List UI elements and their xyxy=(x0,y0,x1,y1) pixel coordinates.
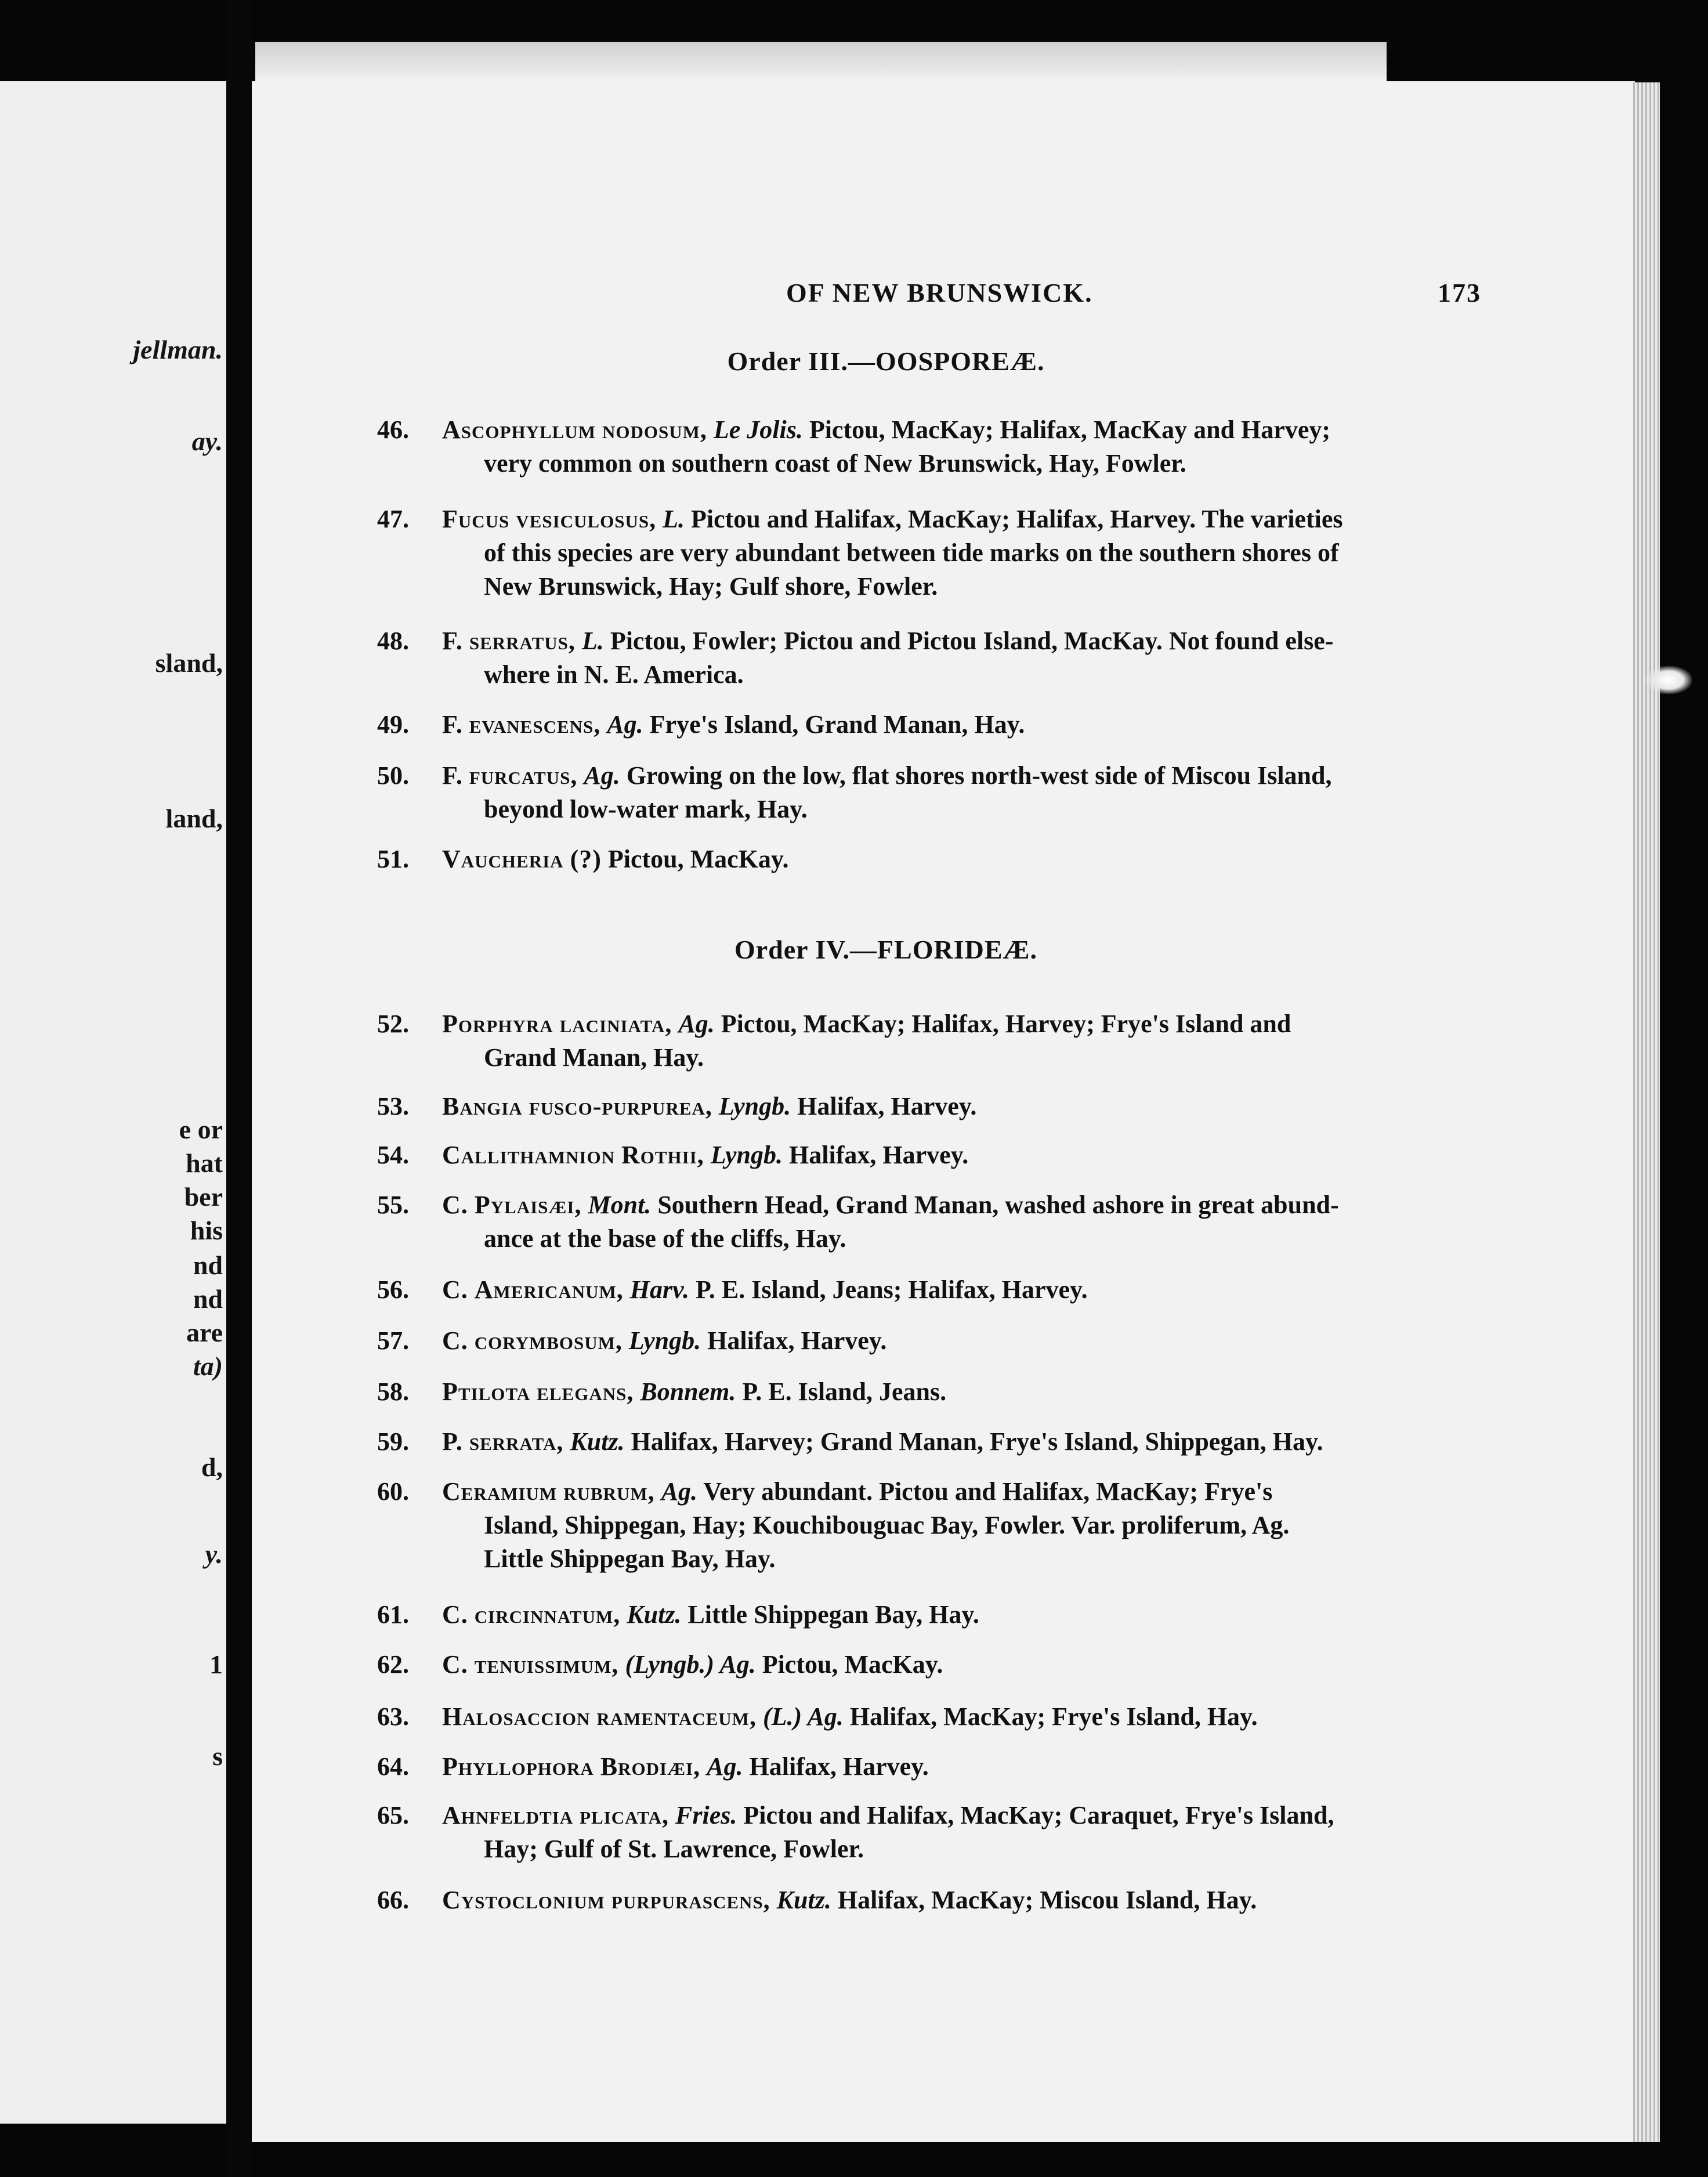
species-epithet: Brodiæi, xyxy=(600,1752,701,1781)
species-epithet: purpurascens, xyxy=(611,1886,770,1914)
genus-name: C. xyxy=(442,1600,468,1629)
entry-body xyxy=(442,1090,1485,1123)
entry-body xyxy=(442,759,1485,826)
left-page-fragment: are xyxy=(186,1318,223,1347)
entry-continuation-line: Little Shippegan Bay, Hay. xyxy=(484,1545,776,1573)
species-epithet: furcatus, xyxy=(469,761,578,790)
entry-number: 53. xyxy=(377,1092,409,1120)
species-authority: Lyngb. xyxy=(718,1092,791,1120)
species-entry xyxy=(377,759,1485,826)
entry-locality-text: Little Shippegan Bay, Hay. xyxy=(687,1600,979,1629)
left-page-fragment: nd xyxy=(193,1284,223,1314)
species-epithet: serratus, xyxy=(469,627,576,655)
entry-continuation-line: very common on southern coast of New Brunswick, Hay, Fowler. xyxy=(484,449,1186,478)
species-epithet: fusco-purpurea, xyxy=(529,1092,712,1120)
species-entry xyxy=(377,1007,1485,1075)
entry-continuation-line: where in N. E. America. xyxy=(484,660,744,689)
genus-name: Bangia xyxy=(442,1092,523,1120)
species-authority: L. xyxy=(581,627,604,655)
species-epithet: Americanum, xyxy=(474,1275,624,1304)
species-entry xyxy=(377,1090,1485,1123)
genus-name: P. xyxy=(442,1427,463,1456)
entry-continuation-line: Hay; Gulf of St. Lawrence, Fowler. xyxy=(484,1835,864,1863)
species-authority: Bonnem. xyxy=(640,1377,736,1406)
entry-continuation-line: Island, Shippegan, Hay; Kouchibouguac Bay, Fowler. Var. proliferum, Ag. xyxy=(484,1511,1290,1539)
entry-body xyxy=(442,1007,1485,1075)
page-tab-flare xyxy=(1645,666,1692,694)
left-page-fragment: ber xyxy=(184,1182,223,1212)
entry-number: 59. xyxy=(377,1427,409,1456)
page-edge-top xyxy=(255,42,1387,84)
entry-number: 62. xyxy=(377,1650,409,1679)
entry-body xyxy=(442,413,1485,480)
entry-locality-text: Pictou, MacKay. xyxy=(607,845,789,873)
species-authority: Lyngb. xyxy=(710,1141,783,1169)
entry-body xyxy=(442,1375,1485,1409)
left-page-fragment: ta) xyxy=(193,1351,223,1381)
genus-name: Ceramium xyxy=(442,1477,558,1506)
entry-locality-text: Pictou, MacKay; Halifax, Harvey; Frye's Island and xyxy=(721,1010,1291,1038)
species-authority: Ag. xyxy=(707,1752,743,1781)
entry-body xyxy=(442,502,1485,603)
genus-name: Callithamnion xyxy=(442,1141,615,1169)
entry-number: 63. xyxy=(377,1702,409,1731)
book-gutter xyxy=(226,0,252,2177)
entry-locality-text: Growing on the low, flat shores north-west side of Miscou Island, xyxy=(626,761,1332,790)
entry-body xyxy=(442,1799,1485,1866)
entry-body xyxy=(442,1700,1485,1734)
entry-locality-text: Pictou and Halifax, MacKay; Halifax, Harvey. The varieties xyxy=(690,505,1343,533)
entry-locality-text: Pictou, MacKay; Halifax, MacKay and Harvey; xyxy=(809,415,1331,444)
species-entry xyxy=(377,502,1485,603)
entry-number: 61. xyxy=(377,1600,409,1629)
genus-name: Ascophyllum xyxy=(442,415,596,444)
running-head-title: OF NEW BRUNSWICK. xyxy=(786,278,1093,308)
left-page-fragment: jellman. xyxy=(133,335,223,364)
entry-locality-text: Pictou, Fowler; Pictou and Pictou Island, MacKay. Not found else- xyxy=(610,627,1334,655)
entry-number: 46. xyxy=(377,415,409,444)
species-epithet: vesiculosus, xyxy=(516,505,657,533)
page-edge-right xyxy=(1633,82,1660,2142)
genus-name: Ptilota xyxy=(442,1377,531,1406)
left-page-fragment: s xyxy=(212,1741,223,1771)
entry-body xyxy=(442,1648,1485,1681)
entry-body xyxy=(442,1475,1485,1576)
species-epithet: plicata, xyxy=(580,1801,670,1829)
genus-name: Halosaccion xyxy=(442,1702,591,1731)
species-epithet: evanescens, xyxy=(469,710,601,739)
entry-number: 64. xyxy=(377,1752,409,1781)
species-authority: Mont. xyxy=(588,1191,652,1219)
species-entry xyxy=(377,413,1485,480)
genus-name: Vaucheria xyxy=(442,845,564,873)
left-page-fragment: y. xyxy=(205,1539,223,1569)
entry-number: 52. xyxy=(377,1010,409,1038)
species-entry xyxy=(377,1324,1485,1358)
species-epithet: (?) xyxy=(570,845,602,873)
entry-body xyxy=(442,1425,1485,1459)
entry-continuation-line: New Brunswick, Hay; Gulf shore, Fowler. xyxy=(484,572,938,601)
entry-body xyxy=(442,1598,1485,1632)
entry-locality-text: P. E. Island, Jeans. xyxy=(742,1377,947,1406)
genus-name: Phyllophora xyxy=(442,1752,594,1781)
entry-locality-text: Halifax, MacKay; Frye's Island, Hay. xyxy=(849,1702,1258,1731)
species-entry xyxy=(377,1648,1485,1681)
order-heading: Order IV.—FLORIDEÆ. xyxy=(734,935,1038,964)
genus-name: Porphyra xyxy=(442,1010,553,1038)
entry-body xyxy=(442,1273,1485,1307)
genus-name: C. xyxy=(442,1650,468,1679)
species-epithet: elegans, xyxy=(537,1377,634,1406)
left-page-fragment: hat xyxy=(186,1148,223,1178)
genus-name: C. xyxy=(442,1275,468,1304)
genus-name: F. xyxy=(442,761,463,790)
page-number: 173 xyxy=(1438,278,1481,308)
entry-body xyxy=(442,1324,1485,1358)
species-authority: Ag. xyxy=(607,710,643,739)
species-epithet: nodosum, xyxy=(602,415,707,444)
species-entry xyxy=(377,1475,1485,1576)
entry-locality-text: P. E. Island, Jeans; Halifax, Harvey. xyxy=(696,1275,1088,1304)
species-epithet: Rothii, xyxy=(621,1141,704,1169)
entry-locality-text: Frye's Island, Grand Manan, Hay. xyxy=(649,710,1025,739)
species-epithet: ramentaceum, xyxy=(596,1702,757,1731)
species-entry xyxy=(377,1425,1485,1459)
entry-locality-text: Southern Head, Grand Manan, washed ashore in great abund- xyxy=(657,1191,1339,1219)
species-epithet: corymbosum, xyxy=(474,1326,623,1355)
left-page-fragment: sland, xyxy=(155,648,223,678)
species-authority: (Lyngb.) Ag. xyxy=(625,1650,756,1679)
entry-number: 51. xyxy=(377,845,409,873)
left-page-fragment: land, xyxy=(165,804,223,833)
left-page-fragment: d, xyxy=(201,1452,223,1482)
entry-body xyxy=(442,1750,1485,1784)
species-epithet: circinnatum, xyxy=(474,1600,621,1629)
entry-body xyxy=(442,624,1485,692)
entry-number: 66. xyxy=(377,1886,409,1914)
genus-name: F. xyxy=(442,627,463,655)
entry-locality-text: Halifax, Harvey. xyxy=(789,1141,969,1169)
entry-number: 49. xyxy=(377,710,409,739)
species-entry xyxy=(377,708,1485,742)
entry-number: 58. xyxy=(377,1377,409,1406)
left-page-fragment: 1 xyxy=(209,1650,223,1679)
entry-continuation-line: Grand Manan, Hay. xyxy=(484,1043,704,1072)
entry-locality-text: Halifax, Harvey. xyxy=(797,1092,977,1120)
species-authority: Fries. xyxy=(675,1801,737,1829)
genus-name: C. xyxy=(442,1326,468,1355)
species-entry xyxy=(377,1273,1485,1307)
entry-number: 54. xyxy=(377,1141,409,1169)
species-epithet: serrata, xyxy=(469,1427,564,1456)
order-heading: Order III.—OOSPOREÆ. xyxy=(727,346,1045,376)
species-entry xyxy=(377,1799,1485,1866)
entry-body xyxy=(442,708,1485,742)
entry-locality-text: Halifax, Harvey. xyxy=(707,1326,887,1355)
species-entry xyxy=(377,842,1485,876)
entry-number: 48. xyxy=(377,627,409,655)
entry-locality-text: Halifax, MacKay; Miscou Island, Hay. xyxy=(837,1886,1257,1914)
species-authority: Lyngb. xyxy=(628,1326,701,1355)
entry-number: 50. xyxy=(377,761,409,790)
entry-continuation-line: ance at the base of the cliffs, Hay. xyxy=(484,1224,846,1253)
species-epithet: rubrum, xyxy=(563,1477,655,1506)
left-page-fragment: e or xyxy=(179,1115,223,1144)
genus-name: C. xyxy=(442,1191,468,1219)
left-page-fragment: ay. xyxy=(191,426,223,456)
species-entry xyxy=(377,1138,1485,1172)
entry-body xyxy=(442,1188,1485,1256)
species-authority: (L.) Ag. xyxy=(762,1702,844,1731)
species-entry xyxy=(377,624,1485,692)
species-entry xyxy=(377,1188,1485,1256)
entry-locality-text: Pictou and Halifax, MacKay; Caraquet, Frye's Island, xyxy=(743,1801,1334,1829)
species-authority: L. xyxy=(663,505,685,533)
species-epithet: Pylaisæi, xyxy=(474,1191,582,1219)
entry-locality-text: Halifax, Harvey. xyxy=(749,1752,929,1781)
genus-name: Ahnfeldtia xyxy=(442,1801,574,1829)
species-authority: Kutz. xyxy=(776,1886,831,1914)
entry-body xyxy=(442,1883,1485,1917)
species-epithet: tenuissimum, xyxy=(474,1650,619,1679)
species-entry xyxy=(377,1883,1485,1917)
genus-name: F. xyxy=(442,710,463,739)
species-entry xyxy=(377,1375,1485,1409)
species-entry xyxy=(377,1598,1485,1632)
species-entry xyxy=(377,1700,1485,1734)
genus-name: Cystoclonium xyxy=(442,1886,605,1914)
entry-continuation-line: of this species are very abundant between tide marks on the southern shores of xyxy=(484,538,1339,567)
entry-body xyxy=(442,1138,1485,1172)
species-authority: Ag. xyxy=(661,1477,698,1506)
species-authority: Ag. xyxy=(678,1010,715,1038)
entry-number: 55. xyxy=(377,1191,409,1219)
species-authority: Kutz. xyxy=(627,1600,682,1629)
entry-number: 65. xyxy=(377,1801,409,1829)
left-page-fragment: nd xyxy=(193,1250,223,1280)
species-authority: Ag. xyxy=(584,761,620,790)
entry-number: 47. xyxy=(377,505,409,533)
genus-name: Fucus xyxy=(442,505,510,533)
entry-number: 60. xyxy=(377,1477,409,1506)
entry-body xyxy=(442,842,1485,876)
entry-number: 57. xyxy=(377,1326,409,1355)
left-page-fragment: his xyxy=(190,1216,223,1245)
entry-locality-text: Pictou, MacKay. xyxy=(762,1650,943,1679)
entry-locality-text: Very abundant. Pictou and Halifax, MacKay; Frye's xyxy=(703,1477,1273,1506)
species-epithet: laciniata, xyxy=(559,1010,672,1038)
left-page xyxy=(0,81,226,2124)
entry-locality-text: Halifax, Harvey; Grand Manan, Frye's Island, Shippegan, Hay. xyxy=(631,1427,1323,1456)
species-entry xyxy=(377,1750,1485,1784)
species-authority: Harv. xyxy=(629,1275,690,1304)
entry-continuation-line: beyond low-water mark, Hay. xyxy=(484,795,808,823)
species-authority: Kutz. xyxy=(570,1427,625,1456)
entry-number: 56. xyxy=(377,1275,409,1304)
species-authority: Le Jolis. xyxy=(713,415,803,444)
